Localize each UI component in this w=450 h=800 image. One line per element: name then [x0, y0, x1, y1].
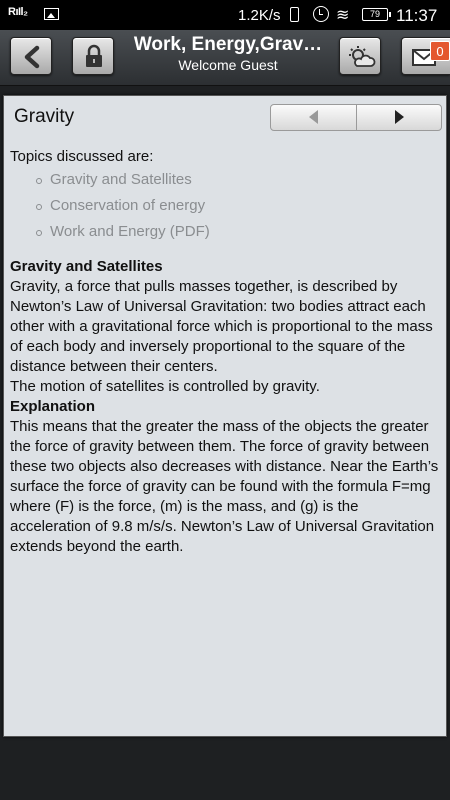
lock-button[interactable]	[72, 37, 114, 75]
page-title: Gravity	[14, 106, 75, 127]
title-block	[130, 34, 326, 73]
mail-button[interactable]	[401, 37, 450, 75]
back-arrow-icon	[11, 38, 53, 76]
section-heading-explanation: Explanation	[10, 398, 96, 415]
topics-list	[10, 167, 440, 245]
wifi-icon: ≋	[336, 7, 350, 24]
gravity-paragraph: Gravity, a force that pulls masses together, is described by Newton’s Law of Universal Gravitation: two bodies attract each other with a gravitational force which is proportional to the mass of each body and inversely proportional to the square of the distance between their centers.	[10, 278, 433, 375]
topics-label: Topics discussed are:	[10, 148, 154, 165]
topic-link-gravity-satellites[interactable]: Gravity and Satellites	[50, 167, 440, 193]
previous-page-button[interactable]	[271, 105, 356, 130]
alarm-icon	[313, 6, 329, 22]
arrow-left-icon	[309, 110, 318, 124]
status-bar	[0, 0, 450, 30]
section-heading-gravity-satellites: Gravity and Satellites	[10, 258, 163, 275]
lock-icon	[73, 38, 115, 76]
back-button[interactable]	[10, 37, 52, 75]
next-page-button[interactable]	[357, 105, 442, 130]
network-speed: 1.2K/s	[238, 7, 281, 24]
explanation-paragraph: This means that the greater the mass of the objects the greater the force of gravity between them. The force of gravity between these two objects also decreases with distance. Near the Earth’s surface the force of gravity can be found with the formula F=mg where (F) is the force, (m) is the mass, and (g) is the acceleration of 9.8 m/s/s. Newton’s Law of Universal Gravitation extends beyond the earth.	[10, 418, 439, 555]
topic-link-conservation-energy[interactable]: Conservation of energy	[50, 193, 440, 219]
article-body	[10, 147, 440, 557]
weather-button[interactable]	[339, 37, 381, 75]
weather-icon	[340, 38, 382, 76]
vibrate-icon	[290, 7, 299, 22]
app-header	[0, 30, 450, 86]
mail-count-badge: 0	[430, 41, 450, 61]
signal-icon: RıIl₂	[8, 6, 28, 18]
satellites-paragraph: The motion of satellites is controlled by gravity.	[10, 378, 320, 395]
arrow-right-icon	[395, 110, 404, 124]
content-panel	[3, 95, 447, 737]
image-notification-icon	[44, 8, 59, 20]
app-title: Work, Energy,Grav…	[133, 34, 323, 55]
clock: 11:37	[396, 6, 438, 25]
topic-link-work-energy-pdf[interactable]: Work and Energy (PDF)	[50, 219, 440, 245]
welcome-text: Welcome Guest	[178, 57, 278, 73]
battery-icon: 79	[362, 8, 388, 21]
page-navigator	[270, 104, 442, 131]
